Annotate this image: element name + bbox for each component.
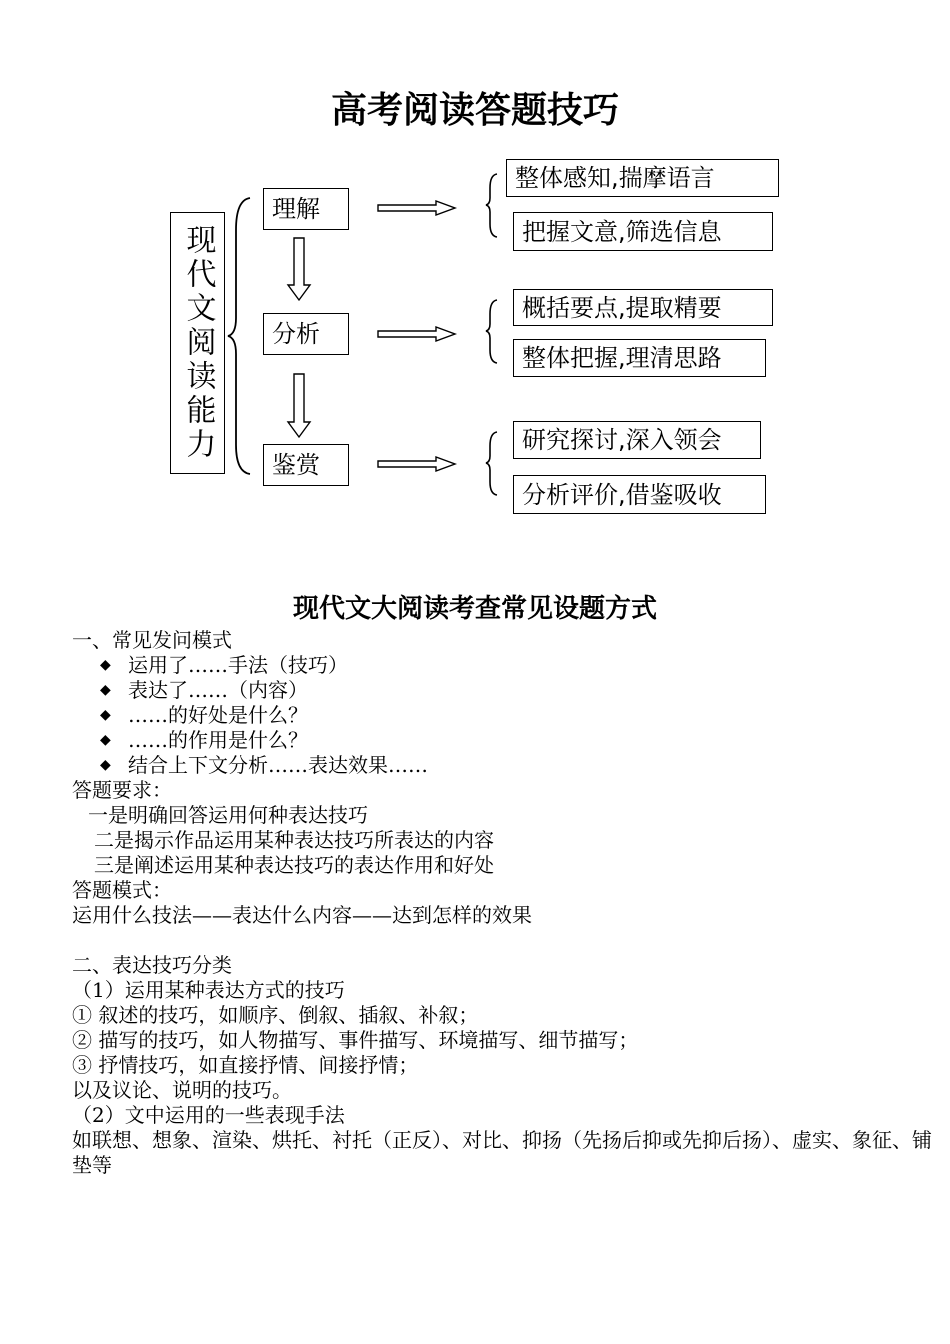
bullet-diamond-icon: ◆	[100, 682, 111, 698]
subheading: （1）运用某种表达方式的技巧	[72, 978, 345, 1002]
main-brace	[228, 198, 250, 474]
result-box: 分析评价,借鉴吸收	[513, 475, 766, 514]
requirement-line: 三是阐述运用某种表达技巧的表达作用和好处	[94, 853, 494, 877]
root-box: 现代文阅读能力	[170, 212, 225, 474]
bullet-diamond-icon: ◆	[100, 732, 111, 748]
requirement-line: 一是明确回答运用何种表达技巧	[88, 803, 368, 827]
blank-line	[72, 928, 932, 953]
stage-box-appreciate: 鉴赏	[263, 444, 349, 486]
result-box: 研究探讨,深入领会	[513, 421, 761, 459]
list-item: ◆ ……的好处是什么？	[100, 703, 308, 727]
bullet-diamond-icon: ◆	[100, 757, 111, 773]
technique-line: ① 叙述的技巧，如顺序、倒叙、插叙、补叙；	[72, 1003, 479, 1027]
model-line: 运用什么技法——表达什么内容——达到怎样的效果	[72, 903, 532, 927]
technique-line: 以及议论、说明的技巧。	[72, 1078, 292, 1102]
result-box: 整体把握,理清思路	[513, 339, 766, 377]
section-title: 现代文大阅读考查常见设题方式	[292, 594, 657, 624]
requirement-line: 二是揭示作品运用某种表达技巧所表达的内容	[94, 828, 494, 852]
result-box: 概括要点,提取精要	[513, 289, 773, 326]
list-item: ◆ ……的作用是什么？	[100, 728, 308, 752]
list-item: ◆ 运用了……手法（技巧）	[100, 653, 348, 677]
document-body	[72, 628, 932, 1178]
diagram-connectors	[0, 0, 950, 560]
methods-paragraph: 如联想、想象、渲染、烘托、衬托（正反）、对比、抑扬（先扬后抑或先抑后扬）、虚实、象征、铺垫等	[72, 1128, 932, 1177]
small-brace	[486, 174, 497, 495]
section1-heading: 一、常见发问模式	[72, 628, 232, 652]
bullet-diamond-icon: ◆	[100, 657, 111, 673]
stage-box-understand: 理解	[263, 188, 349, 230]
right-arrow	[378, 201, 455, 471]
list-item: ◆ 表达了……（内容）	[100, 678, 308, 702]
list-item: ◆ 结合上下文分析……表达效果……	[100, 753, 428, 777]
section2-heading: 二、表达技巧分类	[72, 953, 232, 977]
technique-line: ② 描写的技巧，如人物描写、事件描写、环境描写、细节描写；	[72, 1028, 639, 1052]
requirements-heading: 答题要求：	[72, 778, 172, 802]
result-box: 整体感知,揣摩语言	[506, 159, 779, 197]
bullet-diamond-icon: ◆	[100, 707, 111, 723]
result-box: 把握文意,筛选信息	[513, 212, 773, 251]
model-heading: 答题模式：	[72, 878, 172, 902]
technique-line: ③ 抒情技巧，如直接抒情、间接抒情；	[72, 1053, 419, 1077]
page-title: 高考阅读答题技巧	[330, 89, 619, 131]
subheading: （2）文中运用的一些表现手法	[72, 1103, 345, 1127]
stage-box-analyze: 分析	[263, 313, 349, 355]
